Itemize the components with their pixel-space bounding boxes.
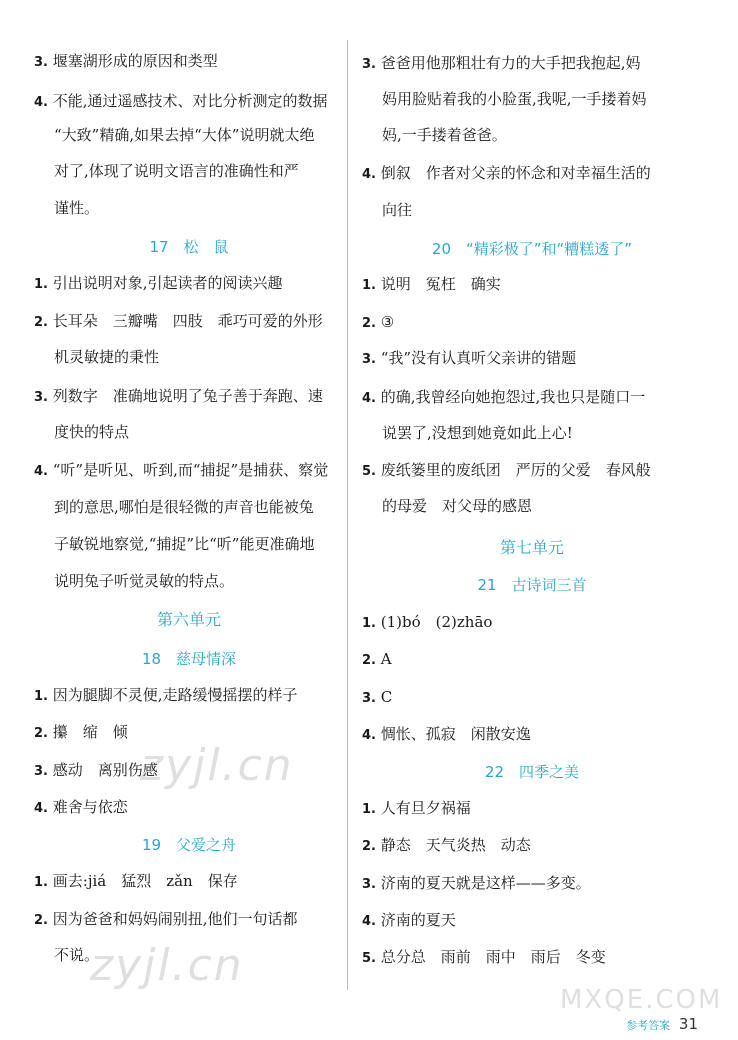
answer-line: 3. “我”没有认真听父亲讲的错题 [362,349,577,367]
unit-heading: 第七单元 [499,538,564,557]
answer-line: 2. 因为爸爸和妈妈闹别扭,他们一句话都 [34,910,298,928]
answer-line: 2. A [362,650,392,668]
page-number: 31 [678,1015,698,1033]
answer-line: 的母爱 对父母的感恩 [382,497,533,515]
answer-line: 3. 堰塞湖形成的原因和类型 [34,52,218,70]
answer-line: 1. 画去:jiá 猛烈 zǎn 保存 [34,872,238,890]
answer-line: 5. 总分总 雨前 雨中 雨后 冬变 [362,948,606,966]
answer-line: 3. 感动 离别伤感 [34,761,158,779]
answer-line: 2. 静态 天气炎热 动态 [362,836,531,854]
answer-line: 2. ③ [362,313,395,331]
lesson-heading: 20 “精彩极了”和“糟糕透了” [431,240,633,258]
lesson-heading: 22 四季之美 [484,763,580,781]
answer-line: 对了,体现了说明文语言的准确性和严 [54,162,299,180]
column-divider [347,40,348,990]
answer-line: 到的意思,哪怕是很轻微的声音也能被兔 [54,498,314,516]
answer-line: 4. “听”是听见、听到,而“捕捉”是捕获、察觉 [34,461,329,479]
answer-line: 4. 的确,我曾经向她抱怨过,我也只是随口一 [362,388,646,406]
answer-line: 4. 不能,通过遥感技术、对比分析测定的数据 [34,92,328,110]
answer-line: 1. (1)bó (2)zhāo [362,613,493,631]
answer-line: 妈用脸贴着我的小脸蛋,我呢,一手搂着妈 [382,90,647,108]
answer-line: 子敏锐地察觉,“捕捉”比“听”能更准确地 [54,535,315,553]
answer-line: 1. 因为腿脚不灵便,走路缓慢摇摆的样子 [34,686,298,704]
lesson-heading: 18 慈母情深 [141,650,237,668]
answer-line: 说罢了,没想到她竟如此上心! [382,424,573,442]
answer-line: 3. 济南的夏天就是这样——多变。 [362,874,591,892]
answer-line: 1. 人有旦夕祸福 [362,799,471,817]
answer-line: 1. 引出说明对象,引起读者的阅读兴趣 [34,274,283,292]
answer-line: 4. 倒叙 作者对父亲的怀念和对幸福生活的 [362,164,651,182]
page-footer [626,1015,698,1033]
lesson-heading: 21 古诗词三首 [477,576,587,594]
answer-line: 妈,一手搂着爸爸。 [382,126,507,144]
watermark: MXQE.COM [560,985,723,1015]
lesson-heading: 17 松 鼠 [149,238,229,256]
answer-line: 5. 废纸篓里的废纸团 严厉的父爱 春风般 [362,461,651,479]
answer-line: 向往 [382,201,413,219]
unit-heading: 第六单元 [156,610,221,629]
answer-line: 4. 济南的夏天 [362,911,456,929]
watermark: zyjl.cn [140,740,294,791]
answer-line: 2. 长耳朵 三瓣嘴 四肢 乖巧可爱的外形 [34,312,323,330]
answer-line: 3. 列数字 准确地说明了兔子善于奔跑、速 [34,387,323,405]
footer-label: 参考答案 [626,1019,671,1032]
answer-line: 2. 攥 缩 倾 [34,723,128,741]
answer-line: 不说。 [54,946,100,964]
answer-line: 4. 难舍与依恋 [34,798,128,816]
answer-line: “大致”精确,如果去掉“大体”说明就太绝 [54,126,315,144]
answer-line: 机灵敏捷的秉性 [54,348,160,366]
answer-line: 3. C [362,688,393,706]
answer-line: 4. 惆怅、孤寂 闲散安逸 [362,725,531,743]
answer-line: 3. 爸爸用他那粗壮有力的大手把我抱起,妈 [362,54,641,72]
watermark: zyjl.cn [90,940,244,991]
lesson-heading: 19 父爱之舟 [141,836,237,854]
answer-line: 说明兔子听觉灵敏的特点。 [54,572,235,590]
answer-line: 1. 说明 冤枉 确实 [362,275,501,293]
answer-line: 度快的特点 [54,423,130,441]
answer-line: 谨性。 [54,199,100,217]
